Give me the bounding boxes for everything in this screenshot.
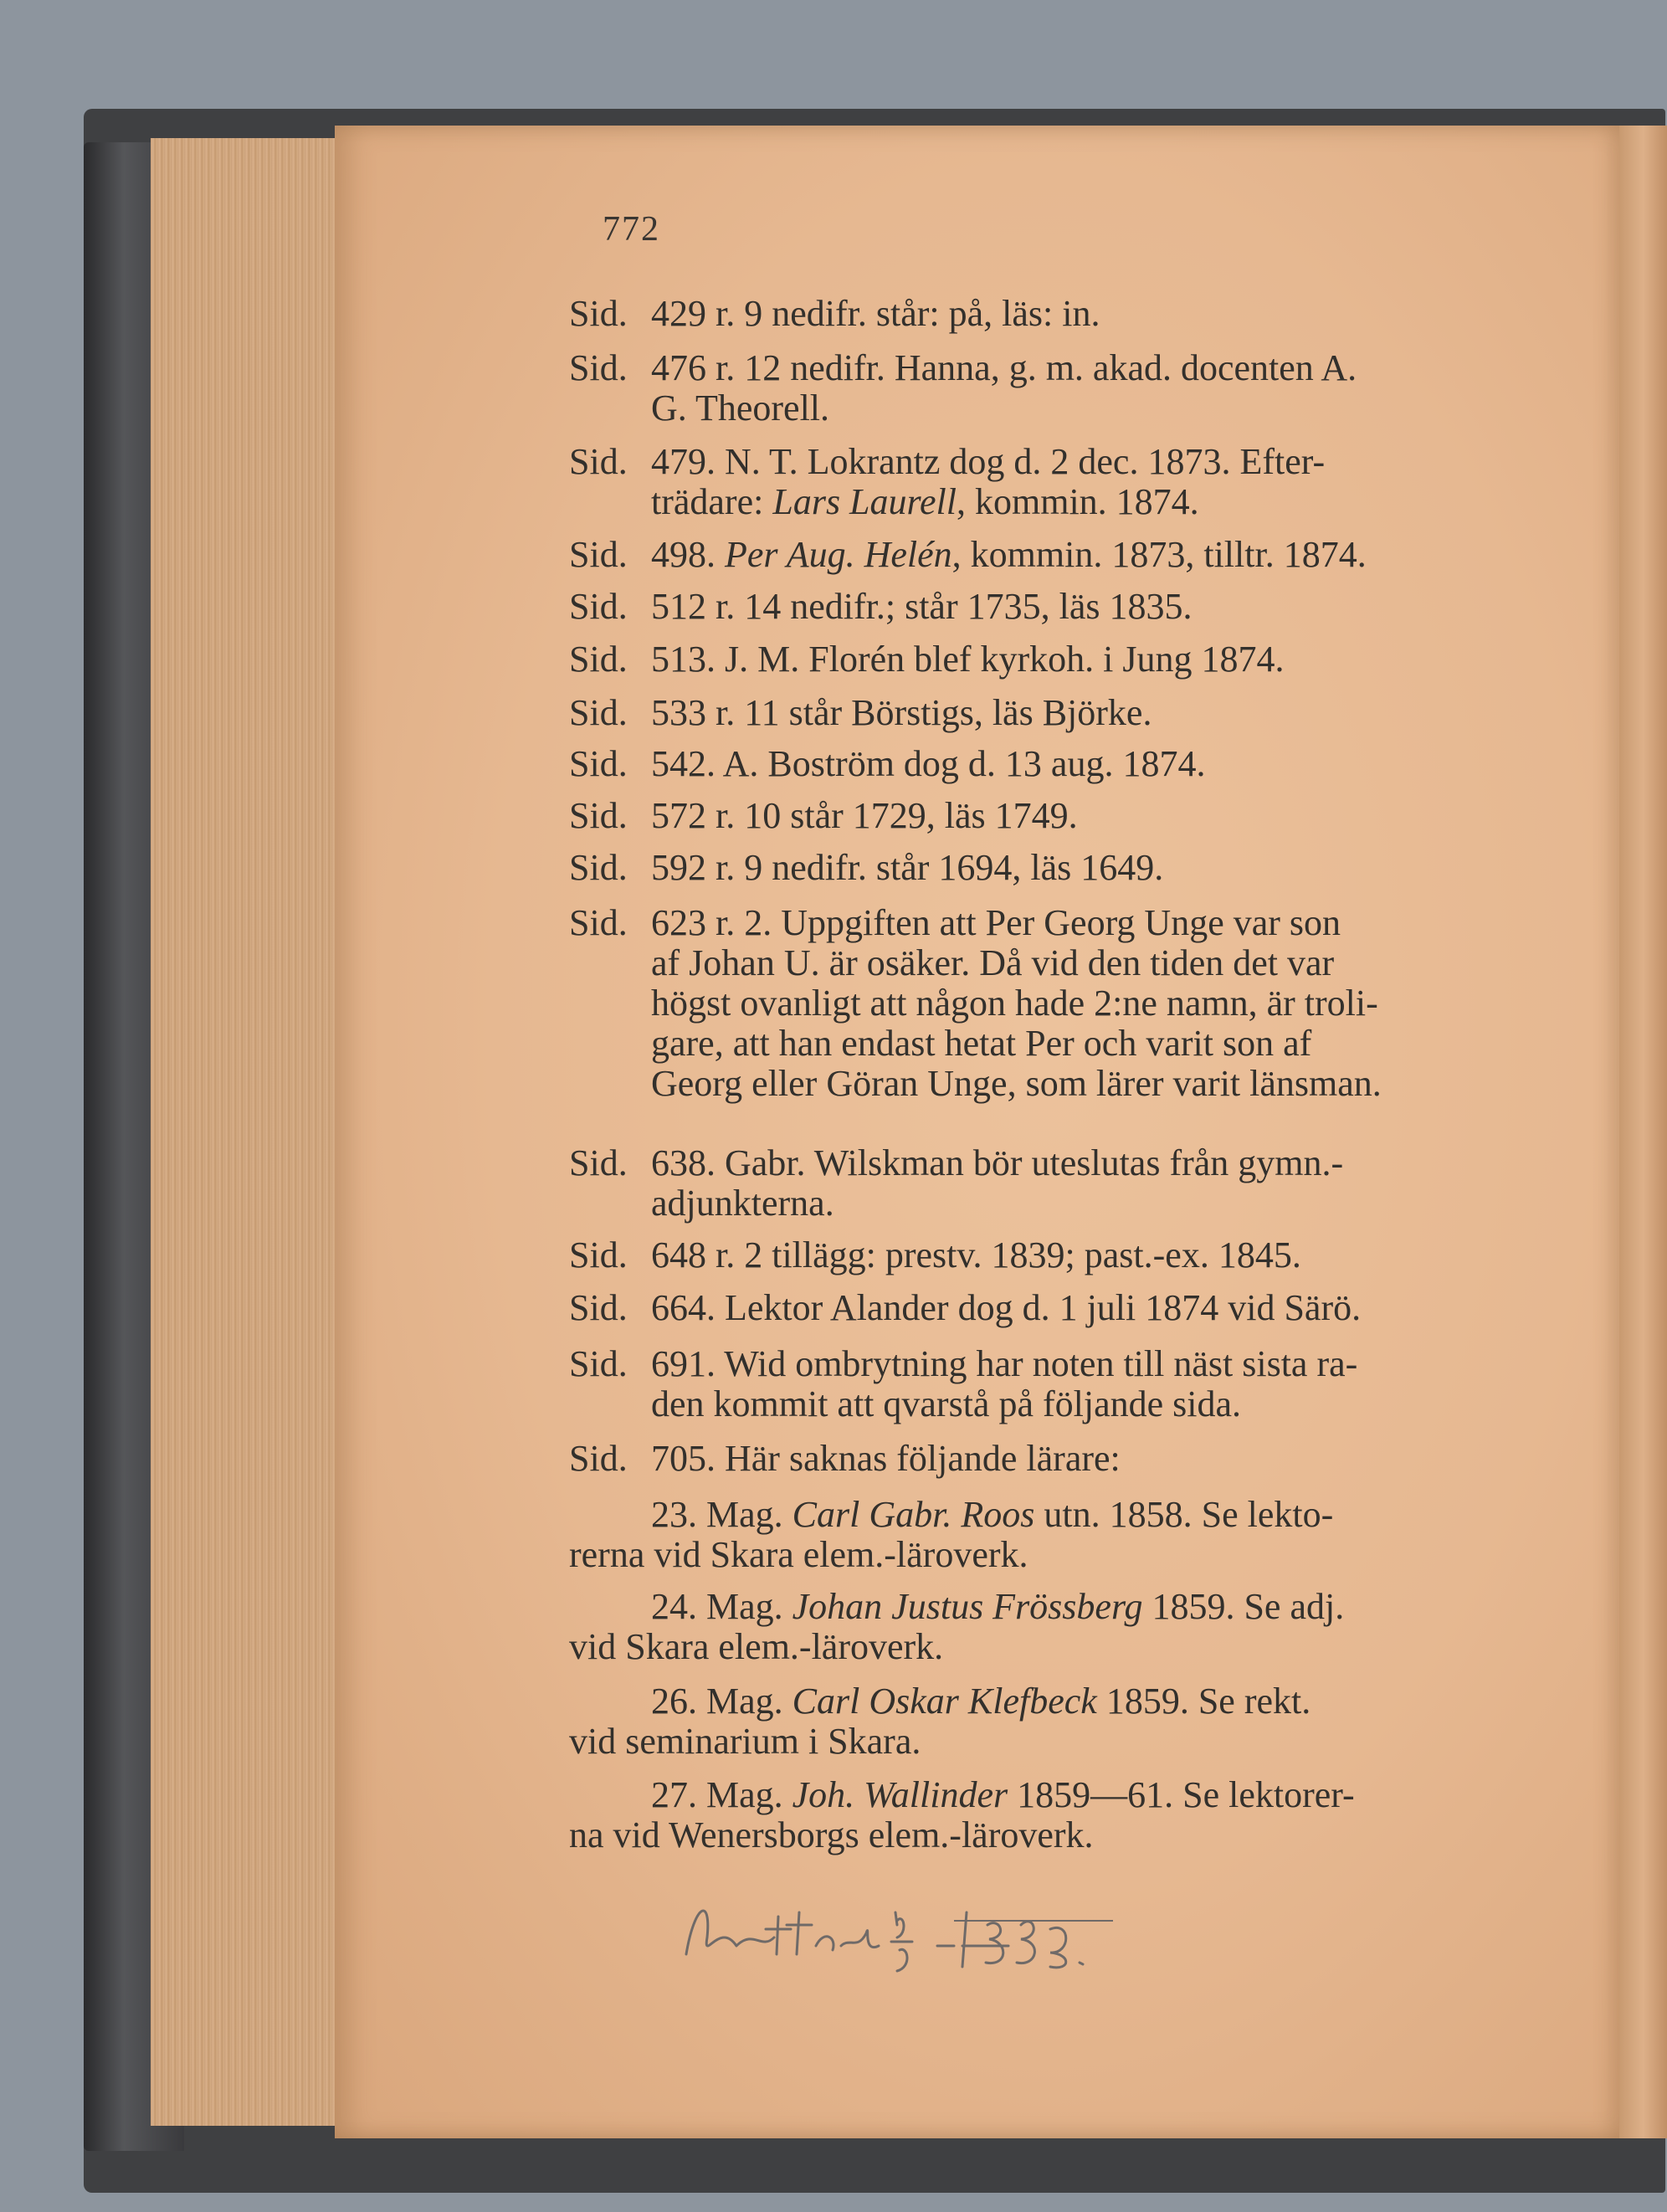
person-name: Johan Justus Frössberg <box>792 1586 1143 1627</box>
handwritten-note-drawing <box>678 1887 1146 1979</box>
sid-label: Sid. <box>569 347 628 388</box>
handwritten-note <box>678 1887 1146 1984</box>
entry-line: na vid Wenersborgs elem.-läroverk. <box>569 1814 1094 1855</box>
entry-line: rerna vid Skara elem.-läroverk. <box>569 1534 1028 1575</box>
entry-line: 24. Mag. Johan Justus Frössberg 1859. Se adj. <box>651 1586 1345 1627</box>
sid-label: Sid. <box>569 586 628 627</box>
sid-label: Sid. <box>569 795 628 836</box>
entry-line: 572 r. 10 står 1729, läs 1749. <box>651 795 1078 836</box>
entry-line: vid seminarium i Skara. <box>569 1721 921 1762</box>
entry-line: gare, att han endast hetat Per och varit son af <box>651 1023 1312 1064</box>
entry-line: 498. Per Aug. Helén, kommin. 1873, tilltr. 1874. <box>651 534 1367 575</box>
sid-label: Sid. <box>569 847 628 888</box>
entry-line: adjunkterna. <box>651 1183 834 1224</box>
entry-line: 533 r. 11 står Börstigs, läs Björke. <box>651 692 1152 733</box>
sid-label: Sid. <box>569 293 628 334</box>
sid-label: Sid. <box>569 639 628 680</box>
entry-line: 429 r. 9 nedifr. står: på, läs: in. <box>651 293 1100 334</box>
entry-line: trädare: Lars Laurell, kommin. 1874. <box>651 481 1199 522</box>
entry-line: 648 r. 2 tillägg: prestv. 1839; past.-ex. 1845. <box>651 1234 1301 1275</box>
person-name: Carl Oskar Klefbeck <box>792 1681 1097 1722</box>
sid-label: Sid. <box>569 1234 628 1275</box>
sid-label: Sid. <box>569 692 628 733</box>
entry-line: 513. J. M. Florén blef kyrkoh. i Jung 1874. <box>651 639 1285 680</box>
entry-line: 26. Mag. Carl Oskar Klefbeck 1859. Se rekt. <box>651 1681 1311 1722</box>
entry-line: 479. N. T. Lokrantz dog d. 2 dec. 1873. Efter- <box>651 441 1326 482</box>
entry-line: vid Skara elem.-läroverk. <box>569 1626 944 1667</box>
page-number: 772 <box>603 210 660 249</box>
entry-line: 664. Lektor Alander dog d. 1 juli 1874 vid Särö. <box>651 1287 1362 1328</box>
entry-line: 623 r. 2. Uppgiften att Per Georg Unge var son <box>651 902 1341 943</box>
sid-label: Sid. <box>569 441 628 482</box>
entry-line: af Johan U. är osäker. Då vid den tiden det var <box>651 942 1335 983</box>
facing-page-edge <box>1619 126 1667 2138</box>
entry-line: 512 r. 14 nedifr.; står 1735, läs 1835. <box>651 586 1193 627</box>
sid-label: Sid. <box>569 534 628 575</box>
sid-label: Sid. <box>569 1438 628 1479</box>
entry-line: 705. Här saknas följande lärare: <box>651 1438 1121 1479</box>
person-name: Carl Gabr. Roos <box>792 1494 1035 1535</box>
entry-line: 638. Gabr. Wilskman bör uteslutas från gymn.- <box>651 1142 1344 1183</box>
entry-line: 23. Mag. Carl Gabr. Roos utn. 1858. Se lekto- <box>651 1494 1334 1535</box>
entry-line: 476 r. 12 nedifr. Hanna, g. m. akad. docenten A. <box>651 347 1357 388</box>
entry-line: Georg eller Göran Unge, som lärer varit länsman. <box>651 1063 1382 1104</box>
sid-label: Sid. <box>569 902 628 943</box>
sid-label: Sid. <box>569 1287 628 1328</box>
entry-line: 542. A. Boström dog d. 13 aug. 1874. <box>651 743 1206 784</box>
sid-label: Sid. <box>569 1142 628 1183</box>
entry-line: 691. Wid ombrytning har noten till näst sista ra- <box>651 1343 1358 1384</box>
entry-line: 27. Mag. Joh. Wallinder 1859—61. Se lektorer- <box>651 1774 1355 1815</box>
person-name: Joh. Wallinder <box>792 1774 1008 1815</box>
entry-line: högst ovanligt att någon hade 2:ne namn, är troli- <box>651 983 1378 1024</box>
sid-label: Sid. <box>569 743 628 784</box>
person-name: Lars Laurell <box>772 481 957 522</box>
entry-line: G. Theorell. <box>651 387 830 429</box>
entry-line: den kommit att qvarstå på följande sida. <box>651 1383 1242 1424</box>
person-name: Per Aug. Helén <box>725 534 952 575</box>
entry-line: 592 r. 9 nedifr. står 1694, läs 1649. <box>651 847 1164 888</box>
sid-label: Sid. <box>569 1343 628 1384</box>
